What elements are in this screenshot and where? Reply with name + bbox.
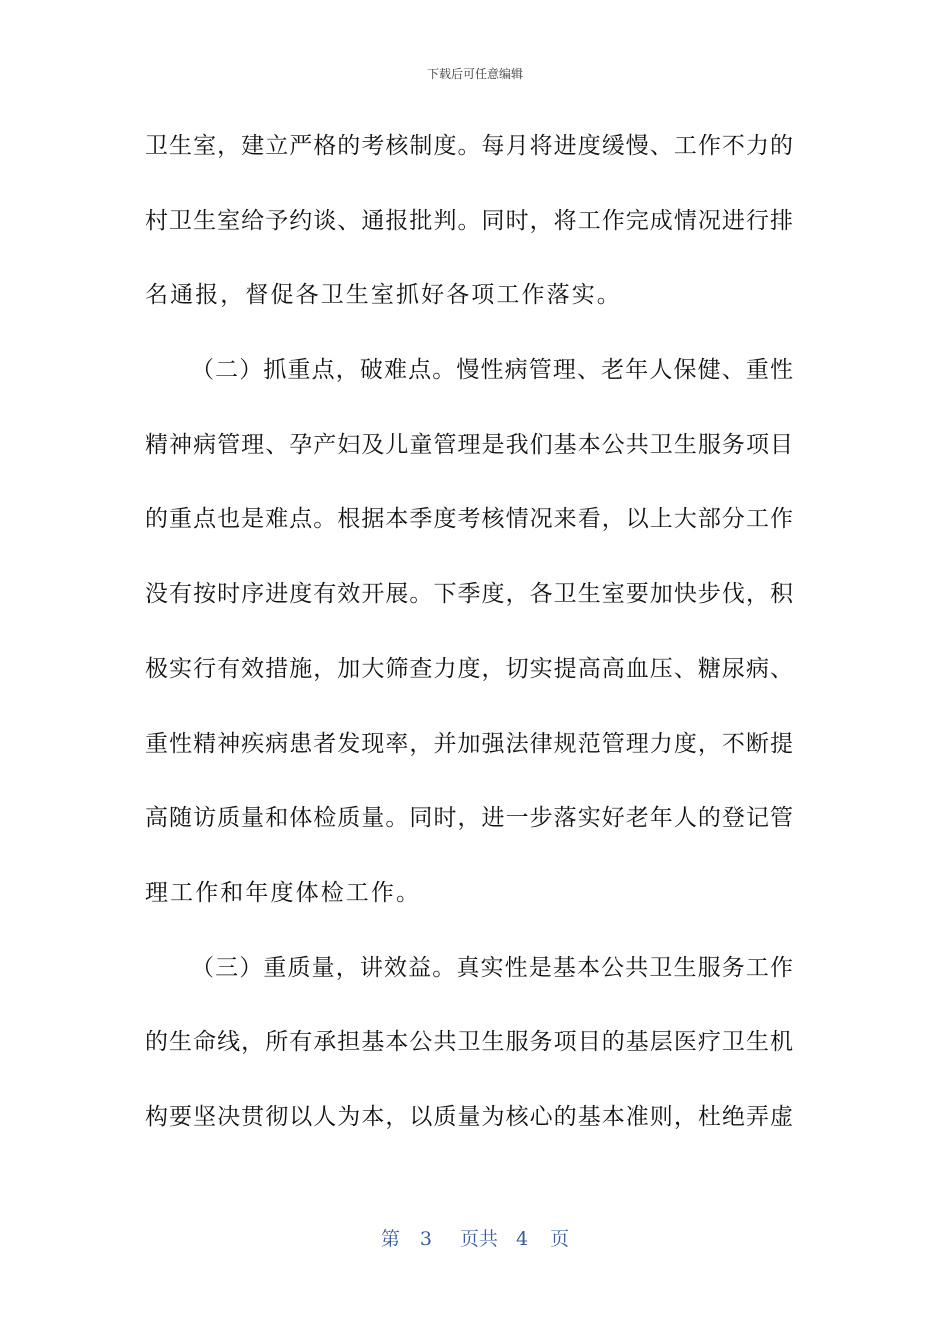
paragraph-line: 的重点也是难点。根据本季度考核情况来看，以上大部分工作 <box>145 506 793 533</box>
current-page-number: 3 <box>419 1228 432 1250</box>
paragraph-line: 高随访质量和体检质量。同时，进一步落实好老年人的登记管 <box>145 805 793 832</box>
document-body <box>145 126 793 1172</box>
footer-prefix: 第 <box>380 1228 400 1250</box>
paragraph-line: 卫生室，建立严格的考核制度。每月将进度缓慢、工作不力的 <box>145 133 793 159</box>
paragraph-line: 没有按时序进度有效开展。下季度，各卫生室要加快步伐，积 <box>145 581 793 608</box>
footer-middle: 页共 <box>459 1228 498 1250</box>
total-pages-number: 4 <box>516 1228 529 1250</box>
paragraph-line: 极实行有效措施，加大筛查力度，切实提高高血压、糖尿病、 <box>145 655 793 682</box>
paragraph-line: 村卫生室给予约谈、通报批判。同时，将工作完成情况进行排 <box>145 207 793 234</box>
paragraph-line: 的生命线，所有承担基本公共卫生服务项目的基层医疗卫生机 <box>145 1029 793 1056</box>
page-footer <box>0 1226 950 1252</box>
page-header: 下载后可任意编辑 <box>426 67 523 81</box>
paragraph-line: 构要坚决贯彻以人为本，以质量为核心的基本准则，杜绝弄虚 <box>145 1103 793 1130</box>
paragraph-line: 名通报，督促各卫生室抓好各项工作落实。 <box>145 282 622 309</box>
paragraph-line: 理工作和年度体检工作。 <box>145 879 422 906</box>
footer-suffix: 页 <box>550 1228 570 1250</box>
paragraph-line: 重性精神疾病患者发现率，并加强法律规范管理力度，不断提 <box>145 730 793 757</box>
paragraph-line: 精神病管理、孕产妇及儿童管理是我们基本公共卫生服务项目 <box>145 431 793 458</box>
paragraph-line: （二）抓重点，破难点。慢性病管理、老年人保健、重性 <box>191 357 793 384</box>
paragraph-line: （三）重质量，讲效益。真实性是基本公共卫生服务工作 <box>191 954 793 981</box>
